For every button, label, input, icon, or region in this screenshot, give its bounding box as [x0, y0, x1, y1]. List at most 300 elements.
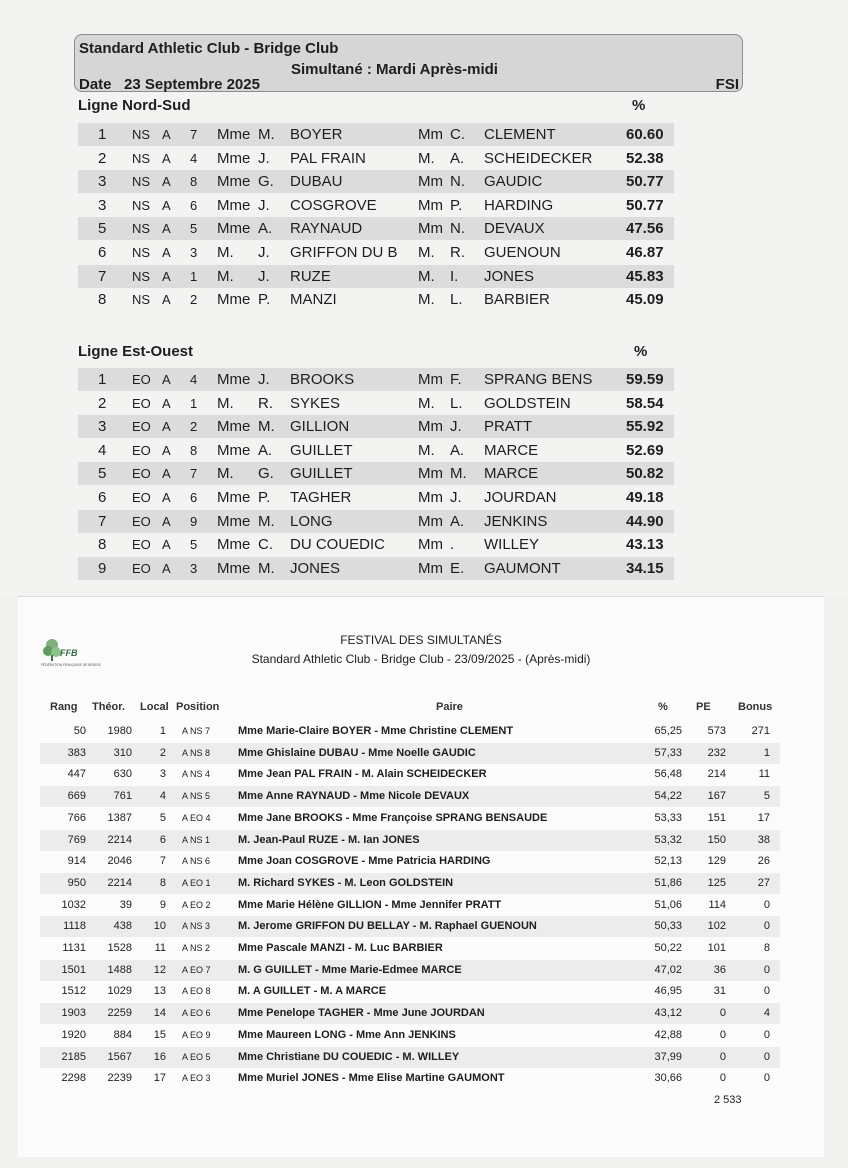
table-row	[40, 1025, 780, 1046]
cell-rank: 1	[98, 126, 107, 143]
cell-initial2: N.	[450, 220, 465, 238]
cell-sec: A	[162, 245, 171, 260]
cell-pct: 45.83	[626, 267, 664, 285]
cell-dir: EO	[132, 419, 151, 435]
table-row	[40, 786, 780, 807]
cell-pct: 37,99	[654, 1050, 682, 1063]
cell-tab: 3	[190, 245, 198, 260]
cell-theor: 630	[113, 768, 132, 781]
cell-rang: 2298	[61, 1072, 86, 1085]
cell-title2: Mm	[418, 371, 443, 388]
cell-pct: 49.18	[626, 489, 664, 506]
cell-sec: A	[162, 466, 171, 482]
cell-tab: 3	[190, 560, 198, 576]
cell-pair: M. A GUILLET - M. A MARCE	[238, 985, 387, 998]
cell-title2: Mm	[418, 489, 443, 506]
cell-local: 2	[159, 746, 166, 759]
cell-bonus: 11	[758, 768, 770, 781]
cell-position: A EO 5	[182, 1051, 211, 1062]
cell-pct: 50,22	[654, 942, 682, 954]
cell-position: A EO 8	[182, 986, 211, 997]
cell-rang: 447	[67, 768, 86, 781]
table-row	[78, 217, 674, 240]
cell-title2: M.	[418, 441, 435, 459]
cell-sec: A	[162, 174, 171, 190]
cell-dir: NS	[132, 197, 151, 213]
table-row	[78, 368, 674, 391]
cell-name1: LONG	[290, 512, 333, 530]
cell-pe: 129	[707, 855, 726, 868]
cell-rang: 1131	[62, 942, 86, 954]
cell-position: A EO 3	[182, 1073, 211, 1084]
col-rang: Rang	[50, 701, 78, 713]
cell-pair: M. Jean-Paul RUZE - M. Ian JONES	[238, 833, 420, 846]
cell-dir: EO	[132, 560, 151, 576]
cell-dir: NS	[132, 127, 151, 142]
cell-title1: Mme	[217, 536, 251, 554]
cell-local: 12	[153, 963, 166, 976]
cell-initial2: R.	[450, 244, 465, 261]
cell-initial2: A.	[450, 512, 465, 530]
cell-position: A NS 5	[182, 791, 211, 802]
cell-sec: A	[162, 197, 171, 213]
cell-pct: 50.82	[626, 465, 664, 483]
cell-pct: 50.77	[626, 196, 664, 214]
cell-name2: GAUDIC	[484, 173, 543, 191]
cell-name1: DU COUEDIC	[290, 536, 386, 554]
cell-position: A NS 3	[182, 921, 211, 932]
cell-rang: 383	[67, 746, 86, 759]
cell-pair: M. Jerome GRIFFON DU BELLAY - M. Raphael GUENOUN	[238, 920, 537, 933]
cell-pair: Mme Penelope TAGHER - Mme June JOURDAN	[238, 1007, 485, 1020]
cell-title2: Mm	[418, 559, 443, 577]
cell-rank: 2	[98, 149, 107, 167]
cell-initial1: A.	[258, 441, 273, 459]
cell-theor: 2239	[107, 1072, 132, 1085]
cell-name1: DUBAU	[290, 173, 343, 191]
cell-name2: GAUMONT	[484, 559, 561, 577]
cell-rank: 5	[98, 465, 107, 483]
cell-bonus: 27	[757, 876, 770, 889]
table-row	[78, 533, 674, 556]
cell-local: 17	[153, 1072, 166, 1085]
cell-dir: EO	[132, 537, 151, 553]
cell-rang: 1920	[61, 1028, 86, 1041]
cell-bonus: 4	[763, 1007, 770, 1020]
cell-bonus: 0	[763, 898, 770, 911]
cell-initial1: P.	[258, 291, 271, 309]
cell-name1: BOYER	[290, 126, 343, 143]
cell-theor: 39	[119, 898, 132, 911]
cell-rank: 3	[98, 173, 107, 191]
table-row	[40, 764, 780, 785]
table-row	[40, 808, 780, 829]
cell-pair: Mme Anne RAYNAUD - Mme Nicole DEVAUX	[238, 790, 470, 803]
cell-name1: TAGHER	[290, 489, 352, 506]
cell-pct: 45.09	[626, 291, 664, 309]
cell-dir: NS	[132, 174, 151, 190]
cell-pct: 43.13	[626, 536, 664, 554]
cell-position: A EO 6	[182, 1008, 211, 1019]
cell-title1: M.	[217, 394, 234, 412]
cell-name2: JONES	[484, 267, 535, 285]
table-row	[78, 392, 674, 415]
table-row	[78, 265, 674, 288]
cell-bonus: 0	[763, 985, 770, 998]
cell-title2: Mm	[418, 418, 443, 436]
cell-pair: Mme Christiane DU COUEDIC - M. WILLEY	[238, 1050, 460, 1063]
cell-pair: Mme Jean PAL FRAIN - M. Alain SCHEIDECKER	[238, 768, 487, 781]
cell-title1: Mme	[217, 149, 251, 167]
cell-name2: MARCE	[484, 441, 539, 459]
cell-pct: 65,25	[654, 725, 682, 737]
cell-initial1: M.	[258, 126, 275, 143]
cell-initial1: P.	[258, 489, 271, 506]
cell-pct: 30,66	[654, 1072, 682, 1085]
cell-position: A NS 2	[182, 943, 211, 953]
cell-title2: Mm	[418, 126, 443, 143]
cell-theor: 2046	[107, 855, 132, 868]
cell-bonus: 1	[763, 746, 770, 759]
date-line: Date 23 Septembre 2025	[79, 76, 260, 93]
cell-rank: 3	[98, 418, 107, 436]
cell-local: 9	[159, 898, 166, 911]
cell-rang: 669	[67, 790, 86, 803]
table-row	[40, 916, 780, 937]
table-row	[40, 851, 780, 872]
cell-pct: 46.87	[626, 244, 664, 261]
cell-title1: Mme	[217, 173, 251, 191]
cell-pct: 44.90	[626, 512, 664, 530]
cell-dir: NS	[132, 221, 151, 237]
cell-pct: 34.15	[626, 559, 664, 577]
cell-tab: 7	[190, 127, 198, 142]
cell-name1: BROOKS	[290, 371, 355, 388]
cell-pair: Mme Ghislaine DUBAU - Mme Noelle GAUDIC	[238, 746, 476, 759]
cell-name1: RAYNAUD	[290, 220, 363, 238]
cell-sec: A	[162, 490, 171, 505]
cell-rank: 1	[98, 371, 107, 388]
cell-dir: NS	[132, 292, 151, 308]
cell-sec: A	[162, 127, 171, 142]
cell-pair: Mme Maureen LONG - Mme Ann JENKINS	[238, 1028, 456, 1041]
cell-pct: 52.38	[626, 149, 664, 167]
cell-position: A EO 7	[182, 964, 211, 975]
cell-tab: 1	[190, 268, 198, 284]
cell-name2: PRATT	[484, 418, 533, 436]
cell-local: 7	[159, 855, 166, 868]
cell-theor: 2259	[107, 1007, 132, 1020]
cell-bonus: 5	[763, 790, 770, 803]
cell-local: 15	[153, 1028, 166, 1041]
table-row	[40, 960, 780, 981]
cell-pct: 42,88	[654, 1028, 682, 1041]
table-row	[78, 288, 674, 311]
svg-text:FÉDÉRATION FRANÇAISE DE BRIDGE: FÉDÉRATION FRANÇAISE DE BRIDGE	[41, 663, 101, 667]
cell-theor: 1980	[107, 725, 132, 737]
cell-name1: GRIFFON DU B	[290, 244, 398, 261]
cell-bonus: 26	[757, 855, 770, 868]
cell-initial2: F.	[450, 371, 462, 388]
cell-initial2: A.	[450, 149, 465, 167]
cell-rank: 6	[98, 489, 107, 506]
cell-tab: 1	[190, 395, 198, 411]
cell-position: A EO 1	[182, 877, 211, 888]
cell-initial2: M.	[450, 465, 467, 483]
header-box	[74, 34, 743, 92]
ns-title: Ligne Nord-Sud	[78, 97, 191, 114]
cell-initial2: E.	[450, 559, 465, 577]
table-row	[78, 557, 674, 580]
cell-initial2: N.	[450, 173, 465, 191]
eo-pct-header: %	[634, 343, 648, 360]
cell-name1: RUZE	[290, 267, 331, 285]
cell-initial1: G.	[258, 173, 274, 191]
cell-pe: 125	[707, 876, 726, 889]
cell-initial1: J.	[258, 149, 270, 167]
svg-text:FFB: FFB	[60, 648, 78, 658]
cell-initial2: A.	[450, 441, 465, 459]
table-row	[40, 1068, 780, 1089]
cell-initial1: J.	[258, 371, 270, 388]
cell-local: 14	[153, 1007, 166, 1020]
festival-subtitle: Standard Athletic Club - Bridge Club - 23/09/2025 - (Après-midi)	[251, 652, 591, 666]
cell-initial1: R.	[258, 394, 273, 412]
table-row	[78, 170, 674, 193]
cell-sec: A	[162, 292, 171, 308]
cell-name2: GOLDSTEIN	[484, 394, 571, 412]
cell-pct: 55.92	[626, 418, 664, 436]
cell-initial1: J.	[258, 196, 270, 214]
table-row	[78, 510, 674, 533]
cell-pe: 0	[719, 1028, 726, 1041]
festival-sheet	[18, 596, 824, 1157]
cell-rang: 1512	[61, 985, 86, 998]
cell-theor: 1488	[107, 963, 132, 976]
cell-pair: M. G GUILLET - Mme Marie-Edmee MARCE	[238, 963, 462, 976]
cell-name2: SCHEIDECKER	[484, 149, 593, 167]
cell-rang: 1501	[61, 963, 86, 976]
cell-rank: 8	[98, 536, 107, 554]
cell-pe: 114	[708, 898, 726, 911]
festival-title: FESTIVAL DES SIMULTANÉS	[340, 633, 502, 647]
cell-tab: 5	[190, 221, 198, 237]
cell-title2: M.	[418, 149, 435, 167]
table-row	[40, 895, 780, 916]
cell-name2: HARDING	[484, 196, 554, 214]
cell-pct: 59.59	[626, 371, 664, 388]
col-bonus: Bonus	[738, 701, 773, 713]
cell-dir: NS	[132, 268, 151, 284]
cell-pair: Mme Jane BROOKS - Mme Françoise SPRANG BENSAUDE	[238, 811, 548, 824]
cell-tab: 6	[190, 490, 198, 505]
fsi-code: FSI	[715, 76, 739, 93]
cell-pe: 167	[707, 790, 726, 803]
cell-rank: 6	[98, 244, 107, 261]
cell-tab: 7	[190, 466, 198, 482]
cell-title1: Mme	[217, 220, 251, 238]
cell-title1: Mme	[217, 559, 251, 577]
cell-sec: A	[162, 372, 171, 387]
cell-dir: EO	[132, 372, 151, 387]
cell-position: A EO 9	[182, 1029, 211, 1040]
cell-title2: Mm	[418, 536, 443, 554]
cell-rank: 4	[98, 441, 107, 459]
cell-pct: 52,13	[654, 855, 682, 868]
cell-pe: 0	[719, 1072, 726, 1085]
cell-dir: NS	[132, 245, 151, 260]
cell-title1: Mme	[217, 196, 251, 214]
cell-pair: Mme Marie Hélène GILLION - Mme Jennifer PRATT	[238, 898, 502, 911]
table-row	[40, 981, 780, 1002]
cell-tab: 6	[190, 197, 198, 213]
table-row	[78, 241, 674, 264]
table-row	[40, 938, 780, 959]
cell-name2: WILLEY	[484, 536, 540, 554]
cell-pct: 57,33	[654, 746, 682, 759]
cell-local: 11	[154, 942, 166, 954]
cell-pct: 47.56	[626, 220, 664, 238]
cell-pe: 151	[707, 811, 726, 824]
cell-pe: 102	[707, 920, 726, 933]
total-value: 2 533	[714, 1094, 742, 1106]
col-theor: Théor.	[92, 701, 126, 713]
cell-title2: M.	[418, 267, 435, 285]
table-row	[78, 415, 674, 438]
cell-local: 3	[159, 768, 166, 781]
cell-pe: 214	[707, 768, 726, 781]
cell-pe: 150	[707, 833, 726, 846]
cell-sec: A	[162, 537, 171, 553]
cell-tab: 9	[190, 513, 198, 529]
table-row	[78, 439, 674, 462]
cell-position: A EO 2	[182, 899, 211, 910]
col-pe: PE	[696, 701, 711, 713]
table-row	[78, 123, 674, 146]
cell-local: 8	[159, 876, 166, 889]
cell-pe: 0	[719, 1050, 726, 1063]
cell-pe: 232	[707, 746, 726, 759]
cell-pct: 54,22	[654, 790, 682, 803]
cell-pe: 0	[719, 1007, 726, 1020]
cell-name2: JOURDAN	[484, 489, 557, 506]
cell-rank: 3	[98, 196, 107, 214]
cell-initial2: C.	[450, 126, 465, 143]
cell-name1: COSGROVE	[290, 196, 377, 214]
cell-tab: 8	[190, 442, 198, 458]
cell-position: A NS 1	[182, 834, 211, 845]
cell-rang: 950	[67, 876, 86, 889]
cell-initial2: J.	[450, 418, 462, 436]
cell-theor: 2214	[107, 833, 132, 846]
cell-bonus: 0	[763, 1072, 770, 1085]
cell-title1: Mme	[217, 418, 251, 436]
cell-pct: 50.77	[626, 173, 664, 191]
cell-pct: 46,95	[654, 985, 682, 998]
cell-initial1: J.	[258, 267, 270, 285]
cell-title1: Mme	[217, 126, 251, 143]
cell-name1: MANZI	[290, 291, 337, 309]
cell-title1: Mme	[217, 441, 251, 459]
cell-initial1: M.	[258, 512, 275, 530]
cell-pct: 56,48	[654, 768, 682, 781]
cell-initial1: M.	[258, 559, 275, 577]
cell-theor: 438	[113, 920, 132, 933]
cell-tab: 8	[190, 174, 198, 190]
cell-rank: 7	[98, 512, 107, 530]
cell-name2: GUENOUN	[484, 244, 561, 261]
cell-title1: Mme	[217, 371, 251, 388]
cell-name2: CLEMENT	[484, 126, 556, 143]
cell-pct: 50,33	[654, 920, 682, 933]
cell-theor: 310	[113, 746, 132, 759]
cell-pct: 60.60	[626, 126, 664, 143]
cell-pct: 52.69	[626, 441, 664, 459]
cell-rank: 7	[98, 267, 107, 285]
cell-dir: EO	[132, 442, 151, 458]
table-row	[78, 462, 674, 485]
cell-theor: 1567	[107, 1050, 132, 1063]
cell-initial1: J.	[258, 244, 270, 261]
cell-theor: 2214	[107, 876, 132, 889]
cell-sec: A	[162, 419, 171, 435]
cell-name2: JENKINS	[484, 512, 548, 530]
cell-rank: 8	[98, 291, 107, 309]
club-name: Standard Athletic Club - Bridge Club	[79, 40, 339, 57]
cell-rang: 50	[73, 725, 86, 737]
cell-rang: 2185	[61, 1050, 86, 1063]
table-row	[40, 743, 780, 764]
cell-pct: 47,02	[654, 963, 682, 976]
table-row	[40, 1003, 780, 1024]
cell-title1: M.	[217, 267, 234, 285]
cell-local: 1	[159, 725, 166, 737]
cell-rang: 766	[67, 811, 86, 824]
table-row	[78, 147, 674, 170]
table-row	[40, 830, 780, 851]
cell-rang: 1118	[63, 920, 86, 933]
table-row	[40, 1047, 780, 1068]
cell-local: 6	[159, 833, 166, 846]
cell-initial1: C.	[258, 536, 273, 554]
session-name: Simultané : Mardi Après-midi	[291, 61, 498, 78]
cell-bonus: 8	[763, 942, 770, 954]
cell-local: 4	[159, 790, 166, 803]
cell-theor: 1387	[107, 811, 132, 824]
cell-local: 5	[159, 811, 166, 824]
table-row	[40, 873, 780, 894]
cell-title2: Mm	[418, 465, 443, 483]
cell-bonus: 38	[757, 833, 770, 846]
cell-name1: GILLION	[290, 418, 350, 436]
table-row	[40, 721, 780, 742]
cell-pct: 51,06	[654, 898, 682, 911]
cell-name1: SYKES	[290, 394, 341, 412]
cell-title2: M.	[418, 244, 435, 261]
cell-theor: 1528	[107, 942, 132, 954]
cell-initial2: .	[450, 536, 455, 554]
cell-pct: 58.54	[626, 394, 664, 412]
cell-sec: A	[162, 513, 171, 529]
cell-initial2: L.	[450, 291, 463, 309]
cell-title1: M.	[217, 244, 234, 261]
cell-rang: 1032	[61, 898, 86, 911]
cell-pct: 51,86	[654, 876, 682, 889]
cell-initial2: P.	[450, 196, 463, 214]
ns-pct-header: %	[632, 97, 646, 114]
cell-pair: Mme Joan COSGROVE - Mme Patricia HARDING	[238, 855, 491, 868]
cell-position: A NS 4	[182, 769, 211, 780]
